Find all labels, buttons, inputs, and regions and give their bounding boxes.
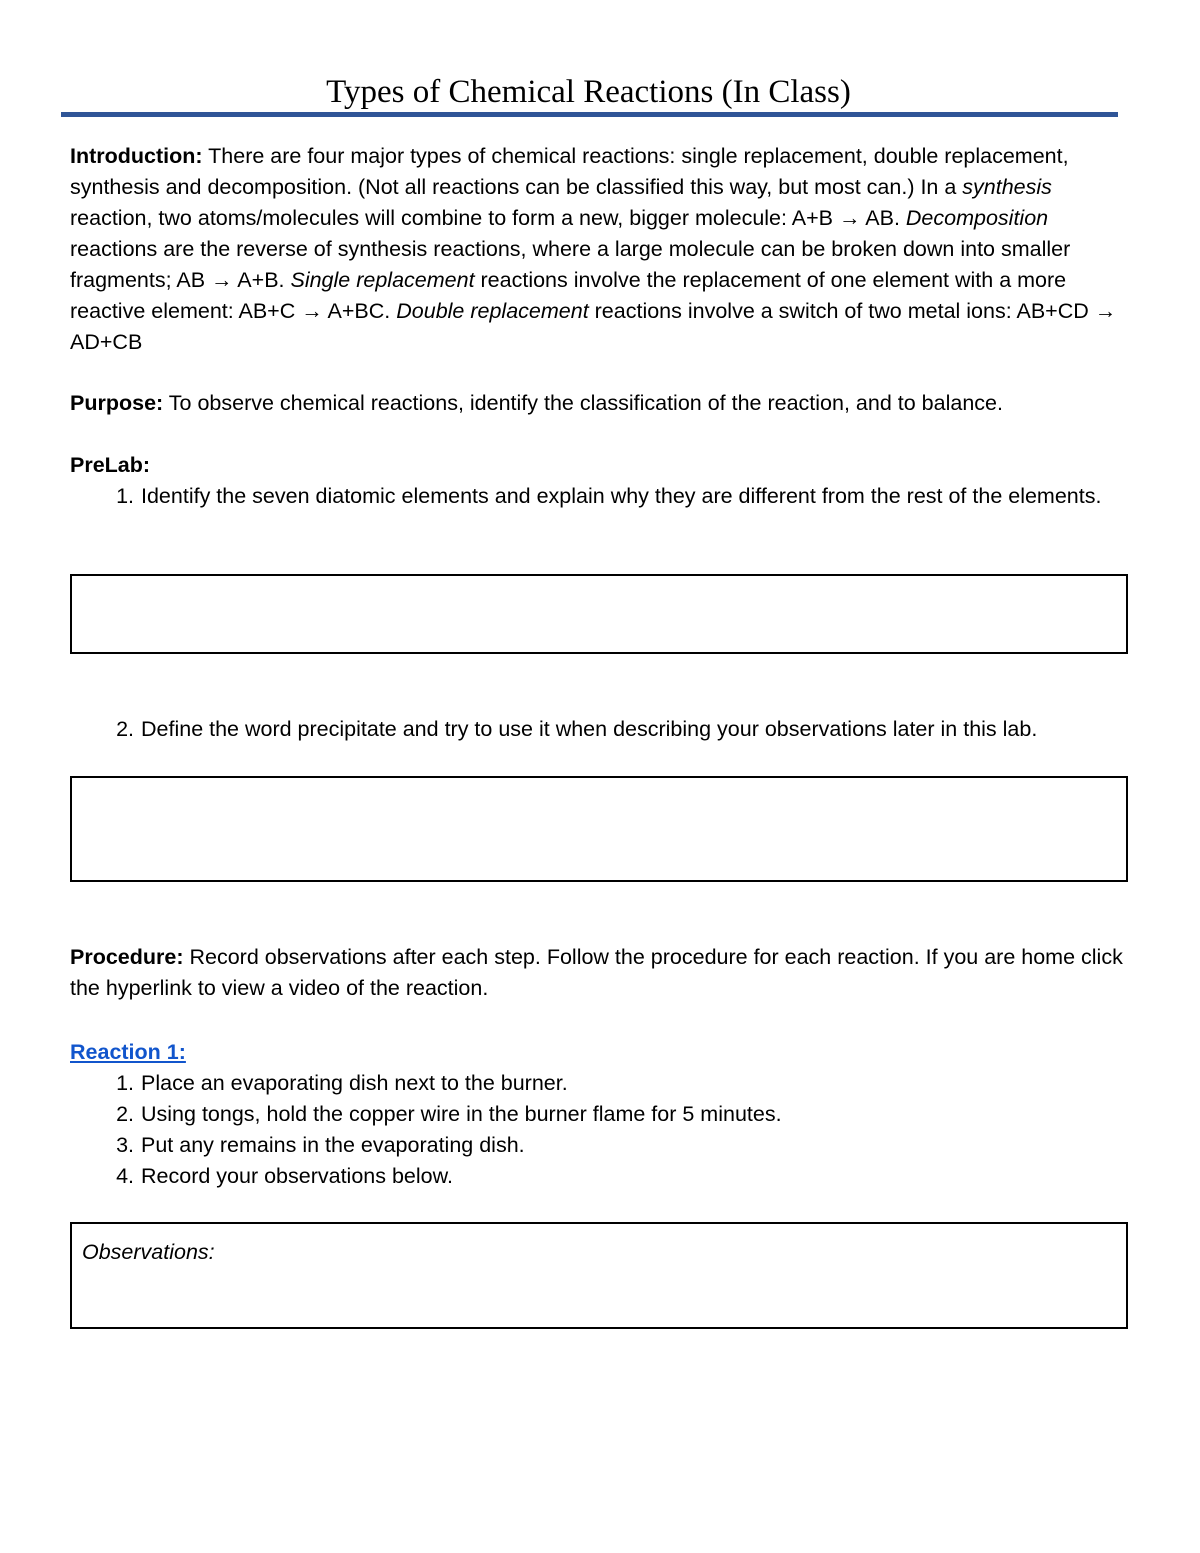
title-divider: [61, 112, 1118, 117]
reaction-step: [70, 1068, 1130, 1099]
question-text: Identify the seven diatomic elements and explain why they are different from the rest of the elements.: [141, 484, 1102, 508]
purpose-paragraph: [70, 388, 1130, 419]
reaction-step: [70, 1130, 1130, 1161]
prelab-question-2: [70, 714, 1130, 745]
term-synthesis: synthesis: [962, 175, 1052, 199]
reaction-1-steps: [70, 1068, 1130, 1192]
observations-label: Observations:: [82, 1240, 215, 1264]
step-number: 2.: [116, 1102, 134, 1126]
term-double-replacement: Double replacement: [396, 299, 589, 323]
introduction-label: Introduction:: [70, 144, 203, 168]
introduction-text-2: reaction, two atoms/molecules will combine to form a new, bigger molecule: A+B → AB.: [70, 206, 906, 230]
prelab-heading: PreLab:: [70, 453, 151, 477]
procedure-text: Record observations after each step. Follow the procedure for each reaction. If you are home click the hyperlink to view a video of the reaction.: [70, 945, 1123, 1000]
step-number: 4.: [116, 1164, 134, 1188]
answer-box-question-1[interactable]: [70, 574, 1128, 654]
prelab-question-1: [70, 481, 1130, 512]
purpose-label: Purpose:: [70, 391, 164, 415]
observations-box-reaction-1[interactable]: [70, 1222, 1128, 1329]
procedure-label: Procedure:: [70, 945, 184, 969]
question-text: Define the word precipitate and try to use it when describing your observations later in this lab.: [141, 717, 1038, 741]
document-title: Types of Chemical Reactions (In Class): [326, 74, 851, 110]
prelab-question-list-1: [70, 481, 1130, 512]
introduction-text-4: reactions involve the replacement of one element with a more reactive element: AB+C → A+BC.: [70, 268, 1067, 323]
reaction-step: [70, 1099, 1130, 1130]
reaction-1-heading: [70, 1037, 1130, 1068]
procedure-paragraph: [70, 942, 1130, 1004]
step-number: 3.: [116, 1133, 134, 1157]
prelab-question-list-2: [70, 714, 1130, 745]
answer-box-question-2[interactable]: [70, 776, 1128, 882]
introduction-paragraph: [70, 141, 1130, 358]
introduction-text-3: reactions are the reverse of synthesis reactions, where a large molecule can be broken down into smaller fragments; AB → A+B.: [70, 237, 1071, 292]
reaction-1-hyperlink[interactable]: Reaction 1:: [70, 1040, 186, 1064]
step-text: Place an evaporating dish next to the burner.: [141, 1071, 568, 1095]
term-decomposition: Decomposition: [905, 206, 1049, 230]
term-single-replacement: Single replacement: [290, 268, 475, 292]
introduction-text-1: There are four major types of chemical reactions: single replacement, double replacement, synthesis and decomposition. (Not all reactions can be classified this way, but most can.) In a: [70, 144, 1069, 199]
introduction-text-5: reactions involve a switch of two metal ions: AB+CD → AD+CB: [70, 299, 1117, 354]
question-number: 2.: [116, 717, 134, 741]
purpose-text: To observe chemical reactions, identify the classification of the reaction, and to balance.: [163, 391, 1003, 415]
question-number: 1.: [116, 484, 134, 508]
step-text: Put any remains in the evaporating dish.: [141, 1133, 525, 1157]
step-text: Using tongs, hold the copper wire in the burner flame for 5 minutes.: [141, 1102, 782, 1126]
step-text: Record your observations below.: [141, 1164, 453, 1188]
step-number: 1.: [116, 1071, 134, 1095]
reaction-step: [70, 1161, 1130, 1192]
